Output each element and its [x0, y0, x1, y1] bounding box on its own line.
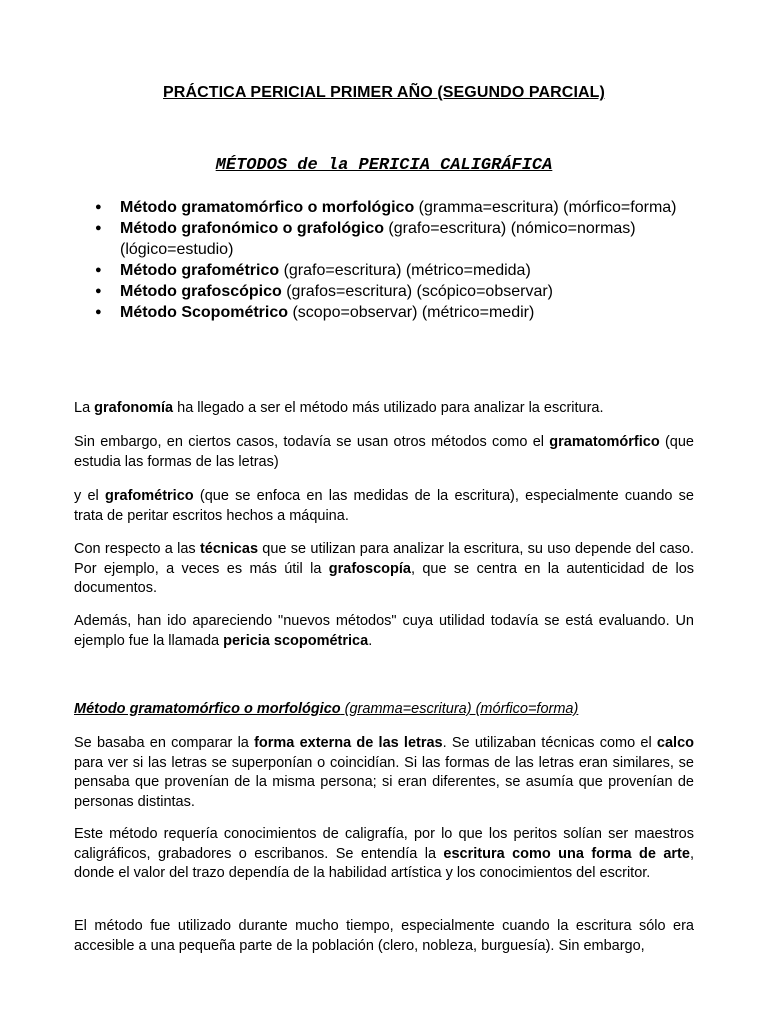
- text: Además, han ido apareciendo "nuevos métodos" cuya utilidad todavía se está evaluando. Un ejemplo fue la llamada: [74, 613, 694, 649]
- method-subheading: [74, 700, 694, 720]
- method-item-grafoscopico: [120, 281, 720, 302]
- paragraph-caligrafia: [74, 825, 694, 884]
- text: ha llegado a ser el método más utilizado para analizar la escritura.: [173, 400, 604, 416]
- paragraph-forma-externa: [74, 734, 694, 812]
- bold-term: técnicas: [199, 541, 259, 557]
- page-title: PRÁCTICA PERICIAL PRIMER AÑO (SEGUNDO PARCIAL): [163, 84, 605, 101]
- bold-term: calco: [656, 735, 694, 751]
- text: Con respecto a las: [74, 541, 200, 557]
- paragraph-uso-historico: [74, 917, 694, 956]
- paragraph-grafonomia: [74, 399, 694, 419]
- method-name: Método Scopométrico: [120, 304, 289, 321]
- text: para ver si las letras se superponían o coincidían. Si las formas de las letras eran similares, se pensaba que provenían de la misma persona; si eran diferentes, se asumía que provenían de personas distintas.: [74, 754, 694, 810]
- section-title: MÉTODOS de la PERICIA CALIGRÁFICA: [215, 156, 553, 175]
- paragraph-nuevos-metodos: [74, 612, 694, 651]
- method-item-gramatomorfico: [120, 197, 720, 218]
- method-detail: (grafos=escritura) (scópico=observar): [281, 283, 553, 300]
- method-name: Método grafométrico: [120, 262, 280, 279]
- method-detail: (gramma=escritura) (mórfico=forma): [414, 199, 677, 216]
- text: El método fue utilizado durante mucho tiempo, especialmente cuando la escritura sólo era accesible a una pequeña parte de la población (clero, nobleza, burguesía). Sin embargo,: [74, 918, 694, 954]
- method-name: Método grafonómico o grafológico: [120, 220, 384, 237]
- text: que se utilizan para analizar la escritura, su uso depende del caso. Por ejemplo, a veces es más útil la: [74, 541, 694, 577]
- text: .: [368, 632, 373, 649]
- bold-term: grafométrico: [105, 488, 194, 504]
- text: , donde el valor del trazo dependía de la habilidad artística y los conocimientos del escritor.: [74, 845, 694, 881]
- text: , que se centra en la autenticidad de los documentos.: [74, 560, 695, 596]
- subheading-bold: Método gramatomórfico o morfológico: [74, 701, 341, 717]
- text: . Se utilizaban técnicas como el: [442, 735, 657, 751]
- method-name: Método grafoscópico: [120, 283, 282, 300]
- bold-term: grafoscopía: [328, 560, 411, 577]
- bold-term: escritura como una forma de arte: [443, 845, 690, 862]
- method-item-grafometrico: [120, 260, 720, 281]
- paragraph-grafometrico: [74, 487, 694, 526]
- paragraph-otros-metodos: [74, 433, 694, 472]
- method-detail: (grafo=escritura) (métrico=medida): [279, 262, 531, 279]
- text: (que se enfoca en las medidas de la escritura), especialmente cuando se trata de peritar escritos hechos a máquina.: [74, 488, 694, 524]
- method-detail: (scopo=observar) (métrico=medir): [288, 304, 535, 321]
- bold-term: gramatomórfico: [549, 434, 660, 450]
- paragraph-tecnicas: [74, 540, 694, 599]
- methods-list: [120, 197, 720, 323]
- text: (que estudia las formas de las letras): [74, 434, 694, 470]
- text: y el: [74, 488, 105, 504]
- text: Este método requería conocimientos de caligrafía, por lo que los peritos solían ser maestros caligráficos, grabadores o escribanos. Se entendía la: [74, 826, 694, 862]
- method-name: Método gramatomórfico o morfológico: [120, 199, 415, 216]
- text: Se basaba en comparar la: [74, 735, 255, 751]
- bold-term: forma externa de las letras: [254, 735, 443, 751]
- bold-term: grafonomía: [94, 400, 174, 416]
- method-detail: (grafo=escritura) (nómico=normas) (lógico=estudio): [120, 220, 636, 258]
- method-item-scopometrico: [120, 302, 720, 323]
- method-item-grafonomico: [120, 218, 720, 260]
- text: Sin embargo, en ciertos casos, todavía se usan otros métodos como el: [74, 434, 550, 450]
- subheading-detail: (gramma=escritura) (mórfico=forma): [340, 701, 579, 717]
- text: La: [74, 400, 95, 416]
- bold-term: pericia scopométrica: [223, 632, 369, 649]
